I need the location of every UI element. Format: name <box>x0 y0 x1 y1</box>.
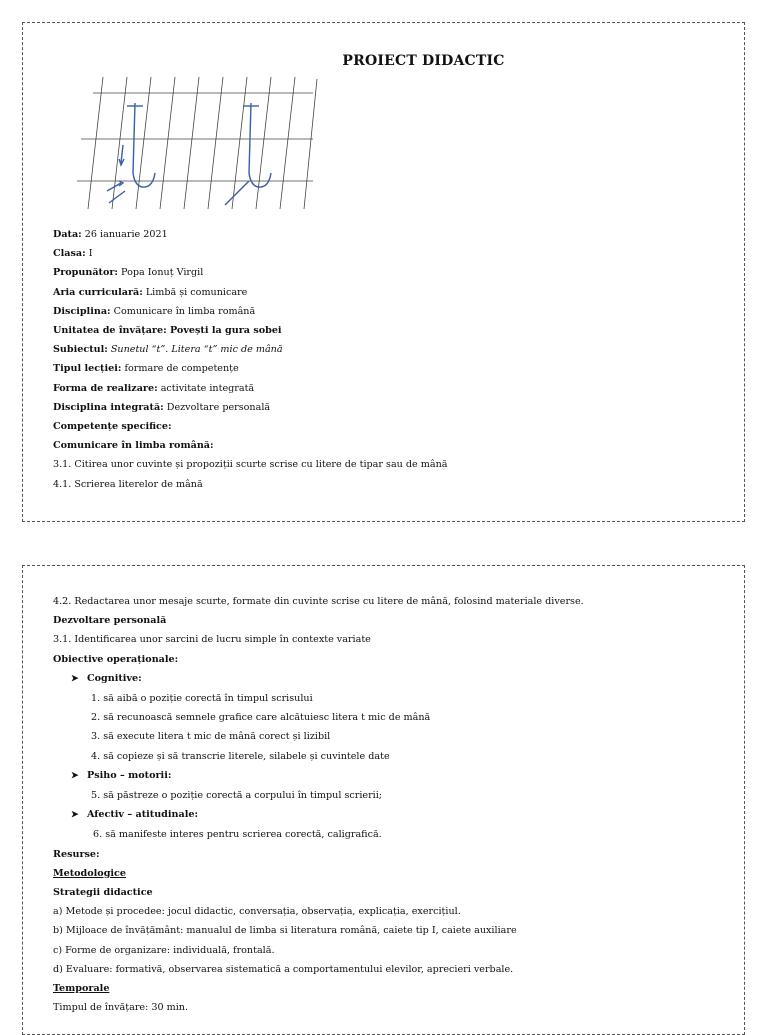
field-curricular-area: Aria curriculară: Limbă și comunicare <box>53 286 248 298</box>
document-fields <box>53 225 734 494</box>
strategy-item: a) Metode și procedee: jocul didactic, conversația, observația, explicația, exercițiul. <box>53 906 461 918</box>
section-heading: Metodologice <box>53 867 127 879</box>
competence-line: 3.1. Citirea unor cuvinte și propoziții scurte scrise cu litere de tipar sau de mână <box>53 459 448 471</box>
competence-line: 3.1. Identificarea unor sarcini de lucru simple în contexte variate <box>53 634 371 646</box>
strategy-item: c) Forme de organizare: individuală, frontală. <box>53 944 275 956</box>
section-heading: Obiective operaționale: <box>53 653 179 665</box>
competence-line: 4.1. Scrierea literelor de mână <box>53 478 203 490</box>
field-date: Data: 26 ianuarie 2021 <box>53 229 168 240</box>
bullet-afectiv: ➤ Afectiv – atitudinale: <box>53 805 734 825</box>
document-title: PROIECT DIDACTIC <box>342 53 505 69</box>
competence-line: 4.2. Redactarea unor mesaje scurte, formate din cuvinte scrise cu litere de mână, folosind materiale diverse. <box>53 596 584 607</box>
section-heading: Temporale <box>53 983 110 995</box>
arrow-bullet-icon: ➤ <box>71 673 79 684</box>
field-author: Propunător: Popa Ionuț Virgil <box>53 267 204 279</box>
objective-item: 4. să copieze și să transcrie literele, silabele și cuvintele date <box>91 750 390 762</box>
handwriting-letter-t-illustration <box>73 73 318 213</box>
document-page-1 <box>22 22 745 522</box>
bullet-cognitive: ➤ Cognitive: <box>53 669 734 689</box>
field-integrated-discipline: Disciplina integrată: Dezvoltare personală <box>53 401 271 413</box>
strategy-item: d) Evaluare: formativă, observarea sistematică a comportamentului elevilor, aprecieri verbale. <box>53 963 514 975</box>
document-body <box>53 592 734 1017</box>
objective-item: 5. să păstreze o poziție corectă a corpului în timpul scrierii; <box>91 790 383 802</box>
objective-item: 2. să recunoască semnele grafice care alcătuiesc litera t mic de mână <box>91 712 431 724</box>
strategy-item: b) Mijloace de învățământ: manualul de limba si literatura română, caiete tip I, caiete auxiliare <box>53 925 517 937</box>
field-form: Forma de realizare: activitate integrată <box>53 382 255 394</box>
field-learning-unit: Unitatea de învățare: Povești la gura sobei <box>53 325 282 337</box>
arrow-bullet-icon: ➤ <box>71 770 79 781</box>
bullet-psihomotor: ➤ Psiho – motorii: <box>53 766 734 786</box>
time-line: Timpul de învățare: 30 min. <box>53 1002 189 1014</box>
section-heading: Strategii didactice <box>53 887 153 899</box>
field-class: Clasa: I <box>53 248 93 260</box>
field-lesson-type: Tipul lecției: formare de competențe <box>53 363 239 375</box>
field-discipline: Disciplina: Comunicare în limba română <box>53 305 256 317</box>
objective-item: 3. să execute litera t mic de mână corect și lizibil <box>91 731 331 743</box>
section-heading: Resurse: <box>53 848 100 860</box>
section-heading: Dezvoltare personală <box>53 615 167 627</box>
field-communication-heading: Comunicare în limba română: <box>53 440 214 452</box>
document-page-2 <box>22 565 745 1035</box>
objective-item: 1. să aibă o poziție corectă în timpul scrisului <box>91 693 313 705</box>
field-specific-competences: Competențe specifice: <box>53 421 172 433</box>
arrow-bullet-icon: ➤ <box>71 810 79 821</box>
objective-item: 6. să manifeste interes pentru scrierea corectă, caligrafică. <box>93 829 382 841</box>
field-subject: Subiectul: Sunetul “t”. Litera “t” mic de mână <box>53 344 283 356</box>
